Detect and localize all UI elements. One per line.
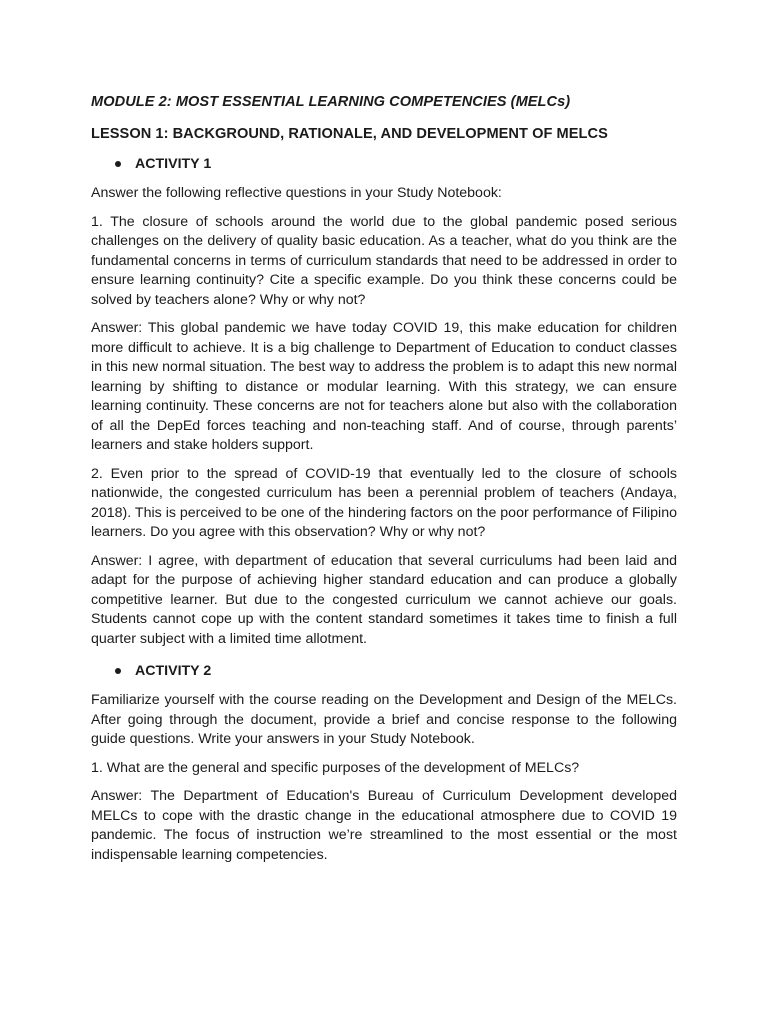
activity-1-question-1: 1. The closure of schools around the world due to the global pandemic posed serious challenges on the delivery of quality basic education. As a teacher, what do you think are the fundamental concerns in terms of curriculum standards that need to be addressed in order to ensure learning continuity? Cite a specific example. Do you think these concerns could be solved by teachers alone? Why or why not? xyxy=(91,213,677,308)
module-title: MODULE 2: MOST ESSENTIAL LEARNING COMPETENCIES (MELCs) xyxy=(91,94,571,110)
activity-1-answer-1: Answer: This global pandemic we have today COVID 19, this make education for children more difficult to achieve. It is a big challenge to Department of Education to conduct classes in this new normal situation. The best way to address the problem is to adapt this new normal learning by shifting to distance or modular learning. With this strategy, we can ensure learning continuity. These concerns are not for teachers alone but also with the collaboration of all the DepEd forces teaching and non-teaching staff. And of course, through parents’ learners and stake holders support. xyxy=(91,320,677,453)
activity-1-answer-2: Answer: I agree, with department of education that several curriculums had been laid and adapt for the purpose of achieving higher standard education and can produce a globally competitive learner. But due to the congested curriculum we cannot achieve our goals. Students cannot cope up with the content standard sometimes it takes time to finish a full quarter subject with a limited time allotment. xyxy=(91,552,677,647)
activity-2-question-1: 1. What are the general and specific purposes of the development of MELCs? xyxy=(91,759,580,776)
activity-1-instruction: Answer the following reflective questions in your Study Notebook: xyxy=(91,185,502,201)
bullet-icon xyxy=(115,161,121,167)
activity-1-heading xyxy=(91,154,677,174)
activity-2-label: ACTIVITY 2 xyxy=(135,663,212,679)
activity-1-question-2: 2. Even prior to the spread of COVID-19 that eventually led to the closure of schools nationwide, the congested curriculum has been a perennial problem of teachers (Andaya, 2018). This is perceived to be one of the hindering factors on the poor performance of Filipino learners. Do you agree with this observation? Why or why not? xyxy=(91,465,677,540)
activity-1-label: ACTIVITY 1 xyxy=(135,156,212,172)
activity-2-instruction: Familiarize yourself with the course reading on the Development and Design of the MELCs. After going through the document, provide a brief and concise response to the following guide questions. Write your answers in your Study Notebook. xyxy=(91,692,677,747)
bullet-icon xyxy=(115,668,121,674)
activity-2-heading xyxy=(91,661,677,681)
lesson-title: LESSON 1: BACKGROUND, RATIONALE, AND DEVELOPMENT OF MELCS xyxy=(91,126,608,142)
activity-2-answer-1: Answer: The Department of Education's Bureau of Curriculum Development developed MELCs to cope with the drastic change in the educational atmosphere due to COVID 19 pandemic. The focus of instruction we’re streamlined to the most essential or the most indispensable learning competencies. xyxy=(91,788,677,863)
